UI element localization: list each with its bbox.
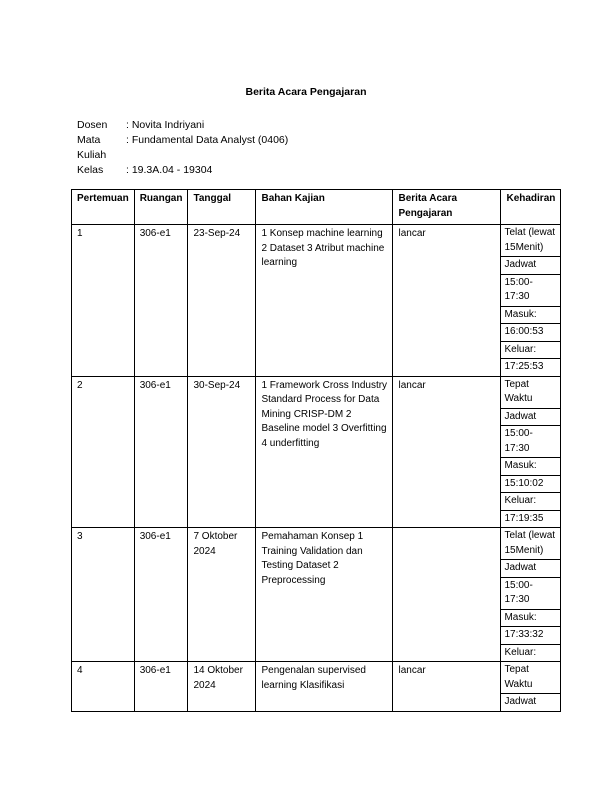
cell-kehadiran: Telat (lewat 15Menit)	[501, 225, 561, 257]
cell-kehadiran: 15:00-17:30	[501, 274, 561, 306]
cell-kehadiran: 15:00-17:30	[501, 426, 561, 458]
cell-pertemuan: 4	[72, 662, 135, 712]
cell-kehadiran: 17:33:32	[501, 627, 561, 645]
cell-tanggal: 14 Oktober 2024	[188, 662, 256, 712]
cell-kehadiran: Keluar:	[501, 493, 561, 511]
cell-ruangan: 306-e1	[134, 662, 188, 712]
cell-bahan-kajian: Pengenalan supervised learning Klasifikasi	[256, 662, 393, 712]
cell-kehadiran: Jadwat	[501, 257, 561, 275]
cell-kehadiran: 17:19:35	[501, 510, 561, 528]
cell-berita-acara	[393, 528, 501, 662]
header-pertemuan: Pertemuan	[72, 190, 135, 225]
cell-kehadiran: Masuk:	[501, 458, 561, 476]
dosen-label: Dosen	[77, 119, 108, 131]
cell-kehadiran: Telat (lewat 15Menit)	[501, 528, 561, 560]
cell-kehadiran: 16:00:53	[501, 324, 561, 342]
table-row	[72, 528, 561, 560]
dosen-value: : Novita Indriyani	[126, 119, 205, 131]
cell-tanggal: 7 Oktober 2024	[188, 528, 256, 662]
cell-kehadiran: Tepat Waktu	[501, 662, 561, 694]
cell-kehadiran: Tepat Waktu	[501, 376, 561, 408]
cell-kehadiran: Masuk:	[501, 306, 561, 324]
cell-kehadiran: Jadwat	[501, 560, 561, 578]
cell-kehadiran: 17:25:53	[501, 359, 561, 377]
table-row	[72, 662, 561, 694]
cell-berita-acara: lancar	[393, 662, 501, 712]
cell-kehadiran: Masuk:	[501, 609, 561, 627]
cell-ruangan: 306-e1	[134, 376, 188, 528]
kelas-label: Kelas	[77, 164, 104, 176]
mata-kuliah-value: : Fundamental Data Analyst (0406)	[126, 134, 289, 146]
cell-tanggal: 30-Sep-24	[188, 376, 256, 528]
cell-kehadiran: Keluar:	[501, 644, 561, 662]
cell-bahan-kajian: 1 Framework Cross Industry Standard Process for Data Mining CRISP-DM 2 Baseline model 3 Overfitting 4 underfitting	[256, 376, 393, 528]
table-row	[72, 225, 561, 257]
cell-kehadiran: Keluar:	[501, 341, 561, 359]
cell-pertemuan: 1	[72, 225, 135, 377]
page-title: Berita Acara Pengajaran	[245, 86, 367, 98]
header-tanggal: Tanggal	[188, 190, 256, 225]
header-bahan-kajian: Bahan Kajian	[256, 190, 393, 225]
table-row	[72, 376, 561, 408]
header-berita-acara: Berita Acara Pengajaran	[393, 190, 501, 225]
cell-berita-acara: lancar	[393, 376, 501, 528]
cell-berita-acara: lancar	[393, 225, 501, 377]
cell-bahan-kajian: 1 Konsep machine learning 2 Dataset 3 Atribut machine learning	[256, 225, 393, 377]
cell-kehadiran: 15:00-17:30	[501, 577, 561, 609]
cell-kehadiran: 15:10:02	[501, 475, 561, 493]
mata-kuliah-label: Mata Kuliah	[77, 134, 107, 161]
cell-kehadiran: Jadwat	[501, 694, 561, 712]
kelas-value: : 19.3A.04 - 19304	[126, 164, 213, 176]
header-ruangan: Ruangan	[134, 190, 188, 225]
cell-kehadiran: Jadwat	[501, 408, 561, 426]
cell-bahan-kajian: Pemahaman Konsep 1 Training Validation dan Testing Dataset 2 Preprocessing	[256, 528, 393, 662]
cell-pertemuan: 3	[72, 528, 135, 662]
cell-ruangan: 306-e1	[134, 528, 188, 662]
header-kehadiran: Kehadiran	[501, 190, 561, 225]
cell-pertemuan: 2	[72, 376, 135, 528]
table-header-row	[72, 190, 561, 225]
cell-ruangan: 306-e1	[134, 225, 188, 377]
cell-tanggal: 23-Sep-24	[188, 225, 256, 377]
attendance-table	[71, 189, 561, 712]
